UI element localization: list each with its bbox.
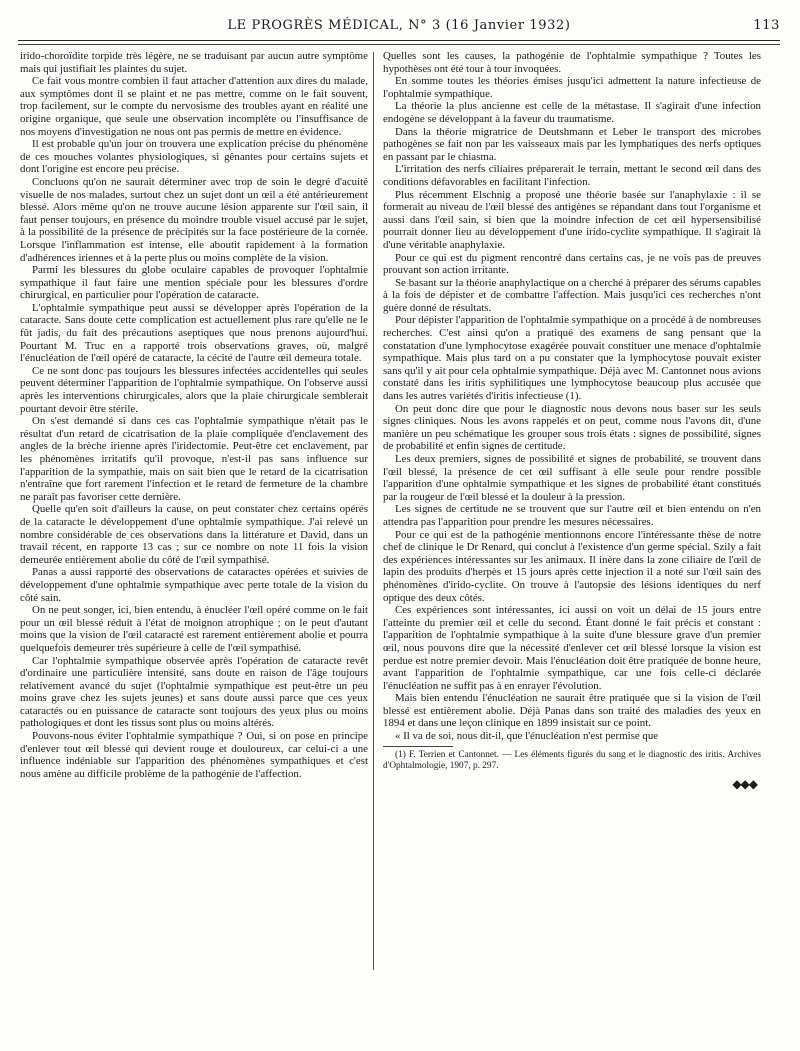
column-separator: [373, 52, 374, 970]
paragraph: Ces expériences sont intéressantes, ici aussi on voit un délai de 15 jours entre l'atteinte du premier œil et celle du second. Étant donné le fait précis et constant : l'apparition de l'ophtalmie sympathique à la suite d'une blessure grave d'un premier œil, nous pouvons dire que la nécessité d'enlever cet œil blessé lorsque la vision est perdue est notre premier devoir. Mais l'énucléation doit être pratiquée de bonne heure, avant l'apparition de l'ophtalmie sympathique, car une fois celle-ci déclarée l'énucléation ne suffit pas à en enrayer l'évolution.: [383, 604, 761, 692]
paragraph: On ne peut songer, ici, bien entendu, à énucléer l'œil opéré comme on le fait pour un œil blessé réduit à l'état de moignon atrophique ; on le peut d'autant moins que la vision de l'œil cataracté est rarement entièrement abolie et pourra quelquefois demeurer très supérieure à celle de l'œil sympathisé.: [20, 604, 368, 654]
running-header: [18, 18, 780, 36]
paragraph: Panas a aussi rapporté des observations de cataractes opérées et suivies de développement d'une ophtalmie sympathique avec perte totale de la vision du côté sain.: [20, 566, 368, 604]
paragraph: On s'est demandé si dans ces cas l'ophtalmie sympathique n'était pas le résultat d'un retard de cicatrisation de la plaie compliquée d'enclavement des angles de la brèche irienne après l'iridectomie. Peut-être cet enclavement, par les phénomènes irritatifs qu'il provoque, n'est-il pas sans influence sur l'apparition de la sympathie, mais on sait bien que le retard de la cicatrisation n'entraîne que fort rarement l'infection et le retard de fermeture de la chambre ne paraît pas favoriser cette dernière.: [20, 415, 368, 503]
paragraph: Pour ce qui est du pigment rencontré dans certains cas, je ne vois pas de preuves prouvant son action irritante.: [383, 251, 761, 277]
paragraph: Les deux premiers, signes de possibilité et signes de probabilité, se trouvent dans l'œil blessé, la présence de cet œil suffisant à elle seule pour rendre possible l'apparition d'une ophtalmie sympathique et les signes de probabilité étant constitués par la rougeur de l'œil blessé et la douleur à la pression.: [383, 453, 761, 503]
paragraph: Ce fait vous montre combien il faut attacher d'attention aux dires du malade, aux symptômes dont il se plaint et ne pas mettre, comme on le fait souvent, trop facilement, sur le compte du nervosisme des troubles ayant en réalité une origine organique, que seule une observation incomplète ou l'insuffisance de nos moyens d'investigation ne nous ont pas permis de mettre en évidence.: [20, 75, 368, 138]
journal-title: LE PROGRÈS MÉDICAL, N° 3 (16 Janvier 1932): [227, 18, 571, 33]
paragraph: Dans la théorie migratrice de Deutshmann et Leber le transport des microbes pathogènes se fait non par les vaisseaux mais par les lymphatiques des nerfs optiques en passant par le chiasma.: [383, 125, 761, 163]
paragraph: Quelles sont les causes, la pathogénie de l'ophtalmie sympathique ? Toutes les hypothèses ont été tour à tour invoquées.: [383, 50, 761, 75]
paragraph: Car l'ophtalmie sympathique observée après l'opération de cataracte revêt d'ordinaire une particulière intensité, sans doute en raison de l'âge toujours relativement avancé du sujet (l'ophtalmie sympathique est peut-être un peu moins grave chez les sujets jeunes) et sans doute aussi parce que ces yeux cataractés ou en puissance de cataracte sont toujours des yeux plus ou moins pathologiques et dont les tissus sont plus ou moins altérés.: [20, 654, 368, 730]
paragraph: Pour ce qui est de la pathogénie mentionnons encore l'intéressante thèse de notre chef de clinique le Dr Renard, qui conclut à l'existence d'un germe spécial. Szily a fait des expériences intéressantes sur les animaux. Il inère dans la zone ciliaire de l'œil de lapin des produits d'herpès et 15 jours après cette injection il a noté sur l'œil sain des phénomènes d'irido-cyclite. On trouve à l'autopsie des lésions identiques du nerf optique des deux côtés.: [383, 528, 761, 604]
paragraph: Pouvons-nous éviter l'ophtalmie sympathique ? Oui, si on pose en principe d'enlever tout œil blessé qui devient rouge et douloureux, car celui-ci a une influence indéniable sur l'apparition des phénomènes sympathiques et c'est nous amène au difficile problème de la pathogénie de l'affection.: [20, 730, 368, 780]
paragraph: Il est probable qu'un jour on trouvera une explication précise du phénomène de ces mouches volantes physiologiques, si gênantes pour certains sujets et dont l'origine est encore peu précise.: [20, 138, 368, 176]
end-ornament: ◆◆◆: [732, 776, 757, 791]
paragraph: Mais bien entendu l'énucléation ne saurait être pratiquée que si la vision de l'œil blessé est entièrement abolie. Déjà Panas dans son traité des maladies des yeux en 1894 et dans une leçon clinique en 1899 insistait sur ce point.: [383, 692, 761, 730]
paragraph: Se basant sur la théorie anaphylactique on a cherché à préparer des sérums capables à la fois de dépister et de combattre l'affection. Mais jusqu'ici ces recherches n'ont guère donné de résultats.: [383, 276, 761, 314]
paragraph: La théorie la plus ancienne est celle de la métastase. Il s'agirait d'une infection endogène se développant à la faveur du traumatisme.: [383, 100, 761, 125]
paragraph: L'ophtalmie sympathique peut aussi se développer après l'opération de la cataracte. Sans doute cette complication est actuellement plus rare qu'elle ne le fût jadis, du fait des précautions aseptiques que nous prenons aujourd'hui. Pourtant M. Truc en a rapporté trois observations graves, où, malgré l'énucléation de l'œil opéré de cataracte, la cécité de l'autre œil demeura totale.: [20, 301, 368, 365]
paragraph: irido-choroïdite torpide très légère, ne se traduisant par aucun autre symptôme mais qui justifiait les plaintes du sujet.: [20, 50, 368, 75]
paragraph: Parmi les blessures du globe oculaire capables de provoquer l'ophtalmie sympathique il faut faire une mention spéciale pour les blessures d'ordre chirurgical, en particulier pour l'opération de cataracte.: [20, 264, 368, 302]
paragraph: Les signes de certitude ne se trouvent que sur l'autre œil et bien entendu on n'en attendra pas l'apparition pour prendre les mesures nécessaires.: [383, 503, 761, 528]
paragraph: En somme toutes les théories émises jusqu'ici admettent la nature infectieuse de l'ophtalmie sympathique.: [383, 75, 761, 100]
paragraph: Quelle qu'en soit d'ailleurs la cause, on peut constater chez certains opérés de la cataracte le développement d'une ophtalmie sympathique. J'ai relevé un nombre considérable de ces observations dans la littérature et David, dans un travail récent, en rapporte 13 cas ; sur ce nombre on note 11 fois la vision demeurée entièrement abolie du côté de l'œil sympathisé.: [20, 503, 368, 566]
paragraph: L'irritation des nerfs ciliaires préparerait le terrain, mettant le second œil dans des conditions défavorables en facilitant l'infection.: [383, 163, 761, 188]
paragraph: « Il va de soi, nous dit-il, que l'énucléation n'est permise que: [395, 730, 659, 743]
right-column: [383, 50, 761, 1031]
header-rule-thin: [18, 44, 780, 45]
paragraph: Plus récemment Elschnig a proposé une théorie basée sur l'anaphylaxie : il se formerait au niveau de l'œil blessé des antigènes se répandant dans tout l'organisme et aussi dans l'œil sain, si bien que la moindre infection de cet œil hypersensibilisé pourrait donner lieu au développement d'une irido-cyclite sympathique. Il s'agirait là d'une véritable anaphylaxie.: [383, 188, 761, 251]
footnote: (1) F. Terrien et Cantonnet. — Les éléments figurés du sang et le diagnostic des iritis. Archives d'Ophtalmologie, 1907, p. 297.: [383, 749, 761, 771]
left-column: [20, 50, 368, 1031]
paragraph: On peut donc dire que pour le diagnostic nous devons nous baser sur les seuls signes cliniques. Nous les avons rappelés et on peut, comme nous l'avons dit, d'une manière un peu schématique les grouper sous trois états : signes de possibilité, signes de probabilité et enfin signes de certitude.: [383, 402, 761, 453]
footnote-rule: [383, 746, 453, 747]
paragraph: Concluons qu'on ne saurait déterminer avec trop de soin le degré d'acuité visuelle de nos malades, surtout chez un sujet dont un œil a été antérieurement blessé. Alors même qu'on ne trouve aucune lésion apparente sur l'œil sain, il faut penser toujours, en présence du moindre trouble visuel accusé par le sujet, à la possibilité de la présence de précipités sur la face postérieure de la cornée. Lorsque l'inflammation est intense, elle aboutit rapidement à la formation d'adhérences iriennes et à la perte plus ou moins complète de la vision.: [20, 175, 368, 264]
paragraph: Ce ne sont donc pas toujours les blessures infectées accidentelles qui seules peuvent déterminer l'apparition de l'ophtalmie sympathique. On l'observe aussi après les interventions chirurgicales, alors que la plaie chirurgicale semblerait pourtant devoir être stérile.: [20, 364, 368, 415]
page-number: 113: [753, 18, 780, 33]
header-rule: [18, 40, 780, 41]
paragraph: Pour dépister l'apparition de l'ophtalmie sympathique on a procédé à de nombreuses recherches. C'est ainsi qu'on a pratiqué des examens de sang pensant que la constatation d'une lymphocytose exagérée pouvait constituer une menace d'ophtalmie sympathique. Mais plus tard on a pu constater que la lymphocytose pouvait exister sans qu'il y ait pour cela ophtalmie sympathique. Déjà avec M. Cantonnet nous avions constaté dans les iritis syphilitiques une lymphocytose beaucoup plus accusée que dans les autres variétés d'iritis infectieuse (1).: [383, 314, 761, 403]
